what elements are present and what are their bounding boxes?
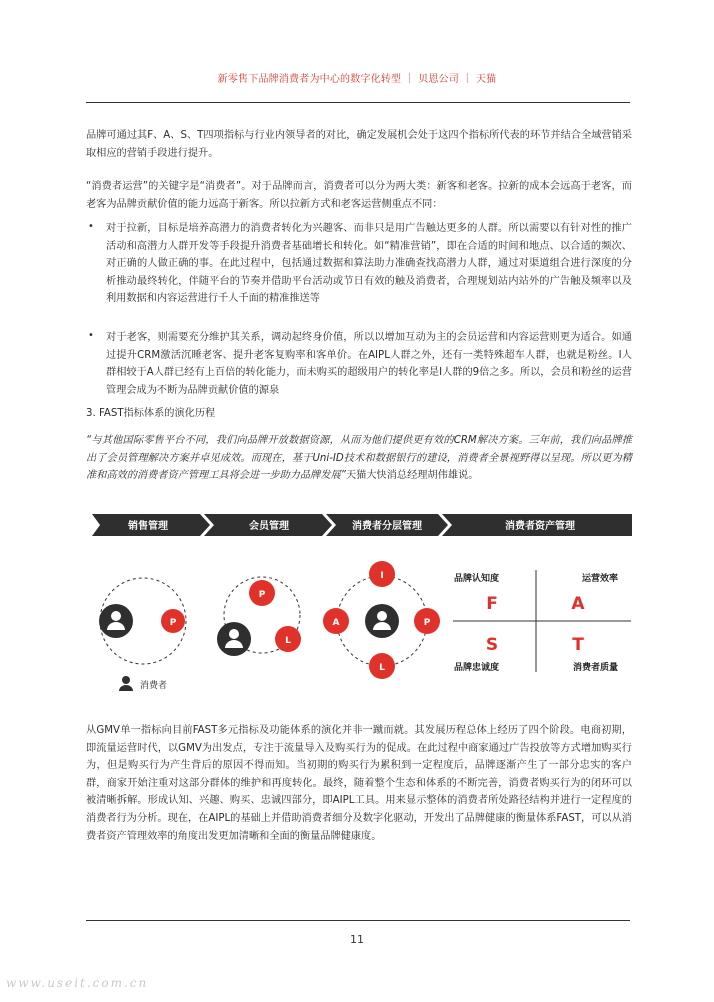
bullet-1: 对于拉新，目标是培养高潜力的消费者转化为兴趣客、而非只是用广告触达更多的人群。所以需要以有针对性的推广活动和高潜力人群开发等手段提升消费者基础增长和转化。如“精准营销”，即在合适的时间和地点、以合适的频次、对正确的人做正确的事。在此过程中，包括通过数据和算法助力准确查找高潜力人群，通过对渠道组合进行深度的分析推动最终转化，伴随平台的节奏并借助平台活动或节日有效的触及消费者，合理规划站内站外的广告触及频率以及利用数据和内容运营进行千人千面的精准推送等 bbox=[106, 223, 632, 305]
quote-attribution: 天猫大快消总经理胡伟雄说。 bbox=[345, 470, 479, 482]
bullet-2: 对于老客，则需要充分维护其关系，调动起终身价值，所以以增加互动为主的会员运营和内容运营则更为适合。如通过提升CRM激活沉睡老客、提升老客复购率和客单价。在AIPL人群之外，还有一类特殊超车人群，也就是粉丝。I人群相较于A人群已经有上百倍的转化能力，而未购买的超级用户的转化率是I人群的9倍之多。所以，会员和粉丝的运营管理会成为不断为品牌贡献价值的源泉 bbox=[106, 332, 632, 396]
node-i-label: I bbox=[380, 571, 384, 581]
quote-paragraph bbox=[86, 432, 632, 485]
quadrant-label-operating-efficiency: 运营效率 bbox=[581, 574, 618, 584]
paragraph-2: “消费者运营”的关键字是“消费者”。对于品牌而言，消费者可以分为两大类：新客和老客。拉新的成本会远高于老客，而老客为品牌贡献价值的能力远高于新客。所以拉新方式和老客运营侧重点不同： bbox=[86, 181, 632, 210]
quadrant-letter-s: S bbox=[485, 635, 499, 655]
legend-person-icon bbox=[119, 676, 133, 691]
evolution-figure bbox=[86, 508, 634, 708]
quadrant-letter-t: T bbox=[572, 635, 584, 655]
node-a-label: A bbox=[332, 618, 340, 628]
node-p-label: P bbox=[423, 618, 431, 628]
stage-label-3: 消费者分层管理 bbox=[352, 521, 422, 532]
footer-rule bbox=[86, 920, 630, 921]
quadrant-letter-f: F bbox=[486, 594, 498, 614]
page-header: 新零售下品牌消费者为中心的数字化转型 ｜ 贝恩公司 ｜ 天猫 bbox=[217, 74, 497, 85]
node-p-label: P bbox=[169, 618, 177, 628]
section-heading: 3. FAST指标体系的演化历程 bbox=[86, 408, 216, 419]
quadrant-label-brand-loyalty: 品牌忠诚度 bbox=[454, 663, 500, 673]
stage-label-4: 消费者资产管理 bbox=[505, 521, 575, 532]
bullet-dot: • bbox=[88, 330, 94, 341]
quadrant-label-consumer-quality: 消费者质量 bbox=[572, 663, 618, 673]
quote-text: “与其他国际零售平台不同，我们向品牌开放数据资源，从而为他们提供更有效的CRM解决方案。三年前，我们向品牌推出了会员管理解决方案并卓见成效。而现在，基于Uni-ID技术和数据银行的建设，消费者全景视野得以呈现。所以更为精准和高效的消费者资产管理工具将会进一步助力品牌发展” bbox=[86, 435, 632, 482]
quadrant-label-brand-awareness: 品牌认知度 bbox=[454, 574, 500, 584]
quadrant-letter-a: A bbox=[571, 594, 585, 614]
evolution-diagram bbox=[86, 508, 634, 708]
paragraph-3: 从GMV单一指标向目前FAST多元指标及功能体系的演化并非一蹴而就。其发展历程总体上经历了四个阶段。电商初期，即流量运营时代，以GMV为出发点，专注于流量导入及购买行为的促成。在此过程中商家通过广告投放等方式增加购买行为，但是购买行为产生背后的原因不得而知。当初期的购买行为累积到一定程度后，品牌逐渐产生了一部分忠实的客户群，商家开始注重对这部分群体的维护和再度转化。最终，随着整个生态和体系的不断完善，消费者购买行为的闭环可以被清晰拆解。形成认知、兴趣、购买、忠诚四部分，即AIPL工具。用来显示整体的消费者所处路径结构并进行一定程度的消费者行为分析。现在，在AIPL的基础上并借助消费者细分及数字化驱动，开发出了品牌健康的衡量体系FAST，可以从消费者资产管理效率的角度出发更加清晰和全面的衡量品牌健康度。 bbox=[86, 725, 632, 842]
header-rule bbox=[86, 102, 630, 103]
watermark: www.useit.com.cn bbox=[6, 976, 149, 990]
paragraph-1: 品牌可通过其F、A、S、T四项指标与行业内领导者的对比，确定发展机会处于这四个指标所代表的环节并结合全域营销采取相应的营销手段进行提升。 bbox=[86, 130, 632, 159]
legend-label: 消费者 bbox=[140, 681, 168, 691]
node-p-label: P bbox=[258, 590, 266, 600]
node-l-label: L bbox=[285, 636, 291, 646]
node-l-label: L bbox=[379, 663, 385, 673]
page-number: 11 bbox=[350, 933, 364, 946]
bullet-dot: • bbox=[88, 221, 94, 232]
stage-label-2: 会员管理 bbox=[249, 521, 289, 532]
stage-label-1: 销售管理 bbox=[128, 521, 168, 532]
